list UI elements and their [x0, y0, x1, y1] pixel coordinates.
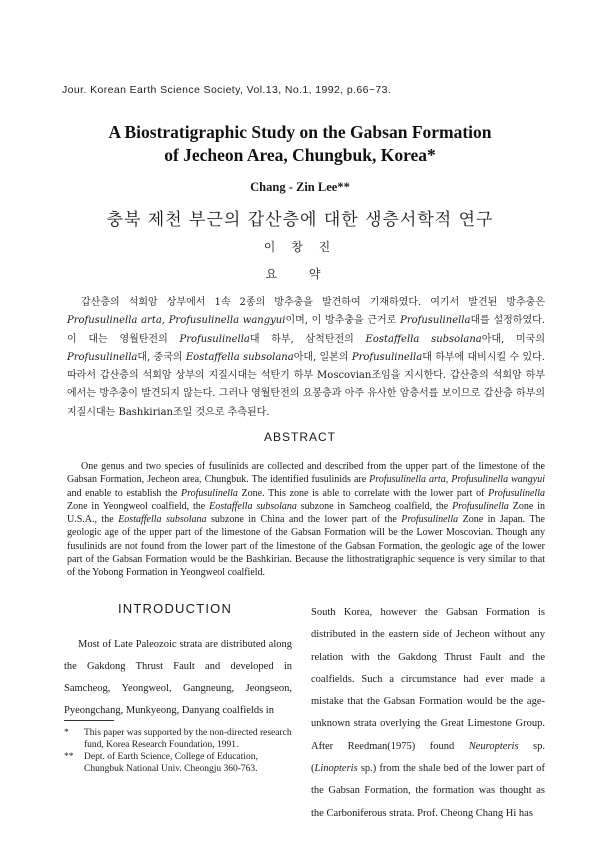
english-abstract	[67, 460, 545, 580]
text: sp. (	[311, 740, 545, 775]
abstract-paragraph	[67, 460, 545, 580]
genus-name: Neuropteris	[468, 740, 519, 752]
footnotes	[64, 727, 292, 775]
text: 아대, 미국의	[481, 333, 545, 345]
text: 대, 중국의	[137, 351, 186, 363]
author-name: Chang - Zin Lee**	[250, 180, 350, 194]
introduction-heading: INTRODUCTION	[118, 601, 233, 616]
introduction-right-column	[311, 602, 545, 825]
korean-title: 충북 제천 부근의 갑산층에 대한 생층서학적 연구	[106, 210, 494, 230]
footnote-affiliation	[64, 751, 292, 775]
species-name: Profusulinella	[351, 351, 423, 363]
text: subzone in Samcheog coalfield, the	[296, 500, 453, 512]
korean-author: 이 창 진	[263, 240, 337, 254]
species-name: Profusulinella	[488, 487, 545, 499]
species-name: Profusulinella	[401, 514, 459, 526]
abstract-heading: ABSTRACT	[263, 430, 336, 444]
text: 아대, 일본의	[293, 351, 352, 363]
species-name: Profusulinella	[452, 500, 509, 512]
footnote-mark: **	[64, 752, 74, 762]
species-name: Eostaffella subsolana	[365, 333, 482, 345]
korean-abstract	[67, 294, 545, 422]
text: Zone in Yeongweol coalfield, the	[67, 500, 210, 512]
text: 이며, 이 방추충을 근거로	[285, 315, 401, 327]
text: 대 하부에 대비시킬 수 있다. 따라서 갑산층의 석회암 상부의 지질시대는 석탄기 하부 Moscovian조임을 지시한다. 갑산층의 석회암 하부에서는 방추충이 발견되지 않는다. 그러나 영월탄전의 요봉층과 아주 유사한 암층서를 보이므로 갑산층 하부의 지질시대는 Bashkirian조일 것으로 추측된다.	[67, 351, 545, 418]
species-name: Profusulinella arta, Profusulinella wangyui	[369, 474, 545, 486]
journal-citation: Jour. Korean Earth Science Society, Vol.13, No.1, 1992, p.66~73.	[62, 84, 392, 96]
introduction-left-column	[64, 634, 292, 722]
footnote-divider	[64, 720, 114, 721]
footnote-mark: *	[64, 728, 69, 738]
korean-abstract-paragraph	[67, 294, 545, 422]
footnote-text: This paper was supported by the non-directed research fund, Korea Research Foundation, 1991.	[84, 728, 292, 750]
species-name: Eostaffella subsolana	[209, 500, 297, 512]
text: subzone in China and the lower part of the	[206, 514, 402, 526]
text: Zone in Japan. The geologic age of the upper part of the limestone of the Gabsan Formation will be the Lower Moscovian. Though any fusulinids are not found from the lower part of the limestone of the Gabsan Formation, the geologic age of the lower part of the Gabsan Formation would be the Bashkirian. Because the lithostratigraphic sequence is very similar to that of the Yobong Formation in Yeongweol coalfield.	[67, 514, 545, 579]
introduction-paragraph-continued	[311, 602, 545, 825]
species-name: Eostaffella subsolana	[118, 514, 207, 526]
paper-title-line-1: A Biostratigraphic Study on the Gabsan Formation	[108, 122, 492, 142]
text: Zone. This zone is able to correlate with the lower part of	[237, 487, 489, 499]
korean-abstract-heading: 요 약	[265, 267, 335, 281]
text: Zone in U.S.A., the	[67, 500, 545, 526]
genus-name: Linopteris	[314, 763, 358, 775]
species-name: Profusulinella	[181, 487, 238, 499]
text: South Korea, however the Gabsan Formation is distributed in the eastern side of Jecheon without any relation with the Gakdong Thrust Fault and the coalfields. Such a circumstance had ever made a mistake that the Gabsan Formation would be the age-unknown strata overlying the Great Limestone Group. After Reedman(1975) found	[311, 607, 545, 752]
footnote-funding	[64, 727, 292, 751]
text: One genus and two species of fusulinids are collected and described from the upper part of the limestone of the Gabsan Formation, Jecheon area, Chungbuk. The identified fusulinids are	[67, 461, 545, 486]
footnote-text: Dept. of Earth Science, College of Education, Chungbuk National Univ. Cheongju 360-763.	[84, 752, 258, 774]
species-name: Profusulinella arta, Profusulinella wangyui	[67, 315, 286, 327]
species-name: Profusulinella	[400, 315, 471, 327]
species-name: Eostaffella subsolana	[185, 351, 294, 363]
text: 대를 설정하였다. 이 대는 영월탄전의	[67, 315, 545, 345]
text: 갑산층의 석회암 상부에서 1속 2종의 방추충을 발견하여 기재하였다. 여기서 발견된 방추충은	[81, 297, 545, 308]
text: and enable to establish the	[67, 487, 181, 499]
introduction-paragraph: Most of Late Paleozoic strata are distributed along the Gakdong Thrust Fault and developed in Samcheog, Yeongweol, Gangneung, Jeongseon, Pyeongchang, Munkyeong, Danyang coalfields in	[64, 639, 292, 716]
text: sp.) from the shale bed of the lower part of the Gabsan Formation, the formation was thought as the Carboniferous strata. Prof. Cheong Chang Hi has	[311, 763, 545, 819]
species-name: Profusulinella	[179, 333, 250, 345]
text: 대 하부, 삼척탄전의	[249, 333, 366, 345]
paper-title-line-2: of Jecheon Area, Chungbuk, Korea*	[164, 145, 436, 165]
species-name: Profusulinella	[67, 351, 138, 363]
